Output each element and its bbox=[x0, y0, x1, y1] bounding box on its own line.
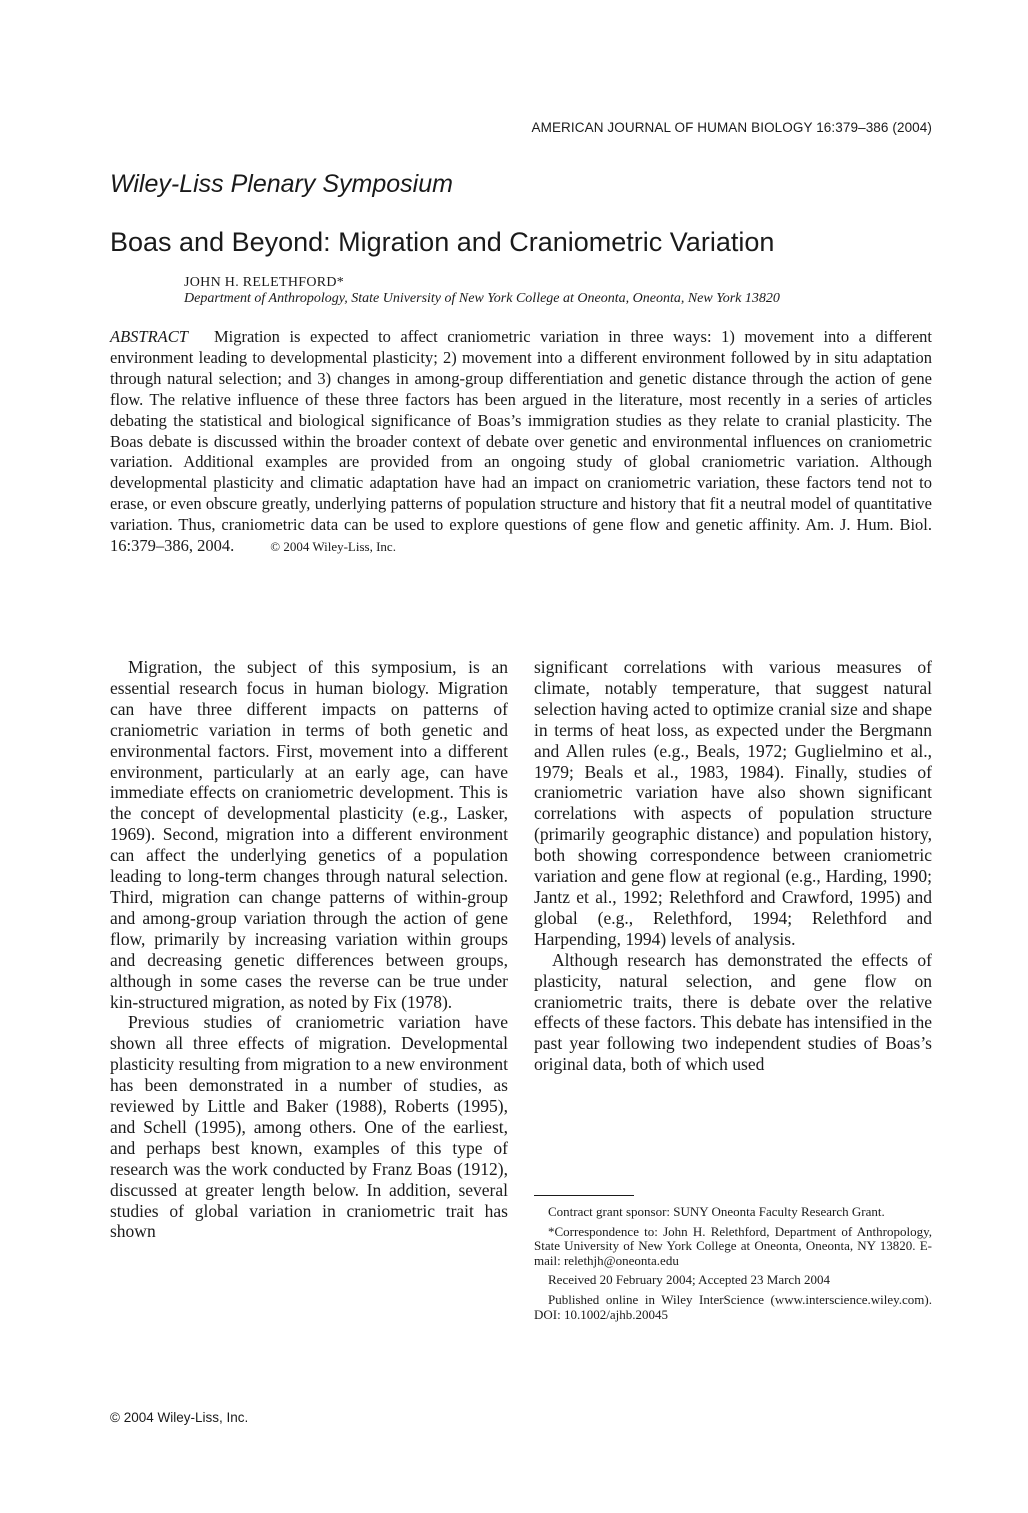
body-paragraph: Previous studies of craniometric variation have shown all three effects of migration. Developmental plasticity resulting from migration to a new environment has been demonstrated in a number of studies, as reviewed by Little and Baker (1988), Roberts (1995), and Schell (1995), among others. One of the earliest, and perhaps best known, examples of this type of research was the work conducted by Franz Boas (1912), discussed at greater length below. In addition, several studies of global variation in craniometric trait has shown bbox=[110, 1012, 508, 1242]
article-title: Boas and Beyond: Migration and Craniometric Variation bbox=[110, 227, 775, 257]
body-paragraph: Although research has demonstrated the effects of plasticity, natural selection, and gene flow on craniometric traits, there is debate over the relative effects of these factors. This debate has intensified in the past year following two independent studies of Boas’s original data, both of which used bbox=[534, 949, 932, 1075]
abstract-text: Migration is expected to affect craniometric variation in three ways: 1) movement into a different environment leading to developmental plasticity; 2) movement into a different environment followed by in situ adaptation through natural selection; and 3) changes in among-group differentiation and genetic distance through the action of gene flow. The relative influence of these three factors has been argued in the literature, most recently in a series of articles debating the statistical and biological significance of Boas’s immigration studies as they relate to cranial plasticity. The Boas debate is discussed within the broader context of debate over genetic and environmental influences on craniometric variation. Additional examples are provided from an ongoing study of global craniometric variation. Although developmental plasticity and climatic adaptation have had an impact on craniometric variation, these factors tend not to erase, or even obscure greatly, underlying patterns of population structure and history that fit a neutral model of quantitative variation. Thus, craniometric data can be used to explore questions of gene flow and genetic affinity. Am. J. Hum. Biol. 16:379–386, 2004. bbox=[110, 327, 932, 556]
footnote-correspondence: *Correspondence to: John H. Relethford, Department of Anthropology, State University of New York College at Oneonta, Oneonta, NY 13820. E-mail: relethjh@oneonta.edu bbox=[534, 1223, 932, 1268]
author-affiliation: Department of Anthropology, State University of New York College at Oneonta, Oneonta, New York 13820 bbox=[184, 291, 780, 306]
abstract-copyright: © 2004 Wiley-Liss, Inc. bbox=[270, 539, 396, 555]
right-column bbox=[534, 657, 932, 1075]
page-copyright: © 2004 Wiley-Liss, Inc. bbox=[110, 1410, 249, 1425]
body-paragraph: significant correlations with various measures of climate, notably temperature, that suggest natural selection having acted to optimize cranial size and shape in terms of heat loss, as expected under the Bergmann and Allen rules (e.g., Beals, 1972; Guglielmino et al., 1979; Beals et al., 1983, 1984). Finally, studies of craniometric variation have also shown significant correlations with aspects of population structure (primarily geographic distance) and population history, both showing correspondence between craniometric variation and gene flow at regional (e.g., Harding, 1990; Jantz et al., 1992; Relethford and Crawford, 1995) and global (e.g., Relethford, 1994; Relethford and Harpending, 1994) levels of analysis. bbox=[534, 657, 932, 949]
footnote-divider bbox=[534, 1195, 634, 1196]
footnote-received: Received 20 February 2004; Accepted 23 March 2004 bbox=[548, 1272, 830, 1288]
left-column bbox=[110, 657, 508, 1242]
abstract bbox=[110, 327, 932, 558]
footnote-grant: Contract grant sponsor: SUNY Oneonta Faculty Research Grant. bbox=[548, 1204, 885, 1219]
abstract-label: ABSTRACT bbox=[110, 327, 188, 346]
running-head: AMERICAN JOURNAL OF HUMAN BIOLOGY 16:379–386 (2004) bbox=[531, 120, 932, 135]
footnote-published: Published online in Wiley InterScience (www.interscience.wiley.com). DOI: 10.1002/ajhb.20045 bbox=[534, 1291, 932, 1322]
symposium-heading: Wiley-Liss Plenary Symposium bbox=[110, 170, 453, 198]
footnotes bbox=[534, 1205, 932, 1327]
body-paragraph: Migration, the subject of this symposium, is an essential research focus in human biology. Migration can have three different impacts on patterns of craniometric variation in terms of both genetic and environmental factors. First, movement into a different environment, particularly at an early age, can have immediate effects on craniometric development. This is the concept of developmental plasticity (e.g., Lasker, 1969). Second, migration into a different environment can affect the underlying genetics of a population leading to long-term changes through natural selection. Third, migration can change patterns of within-group and among-group variation through the action of gene flow, primarily by increasing variation within groups and decreasing genetic differences between groups, although in some cases the reverse can be true under kin-structured migration, as noted by Fix (1978). bbox=[110, 657, 508, 1012]
author-name: JOHN H. RELETHFORD* bbox=[184, 275, 345, 290]
